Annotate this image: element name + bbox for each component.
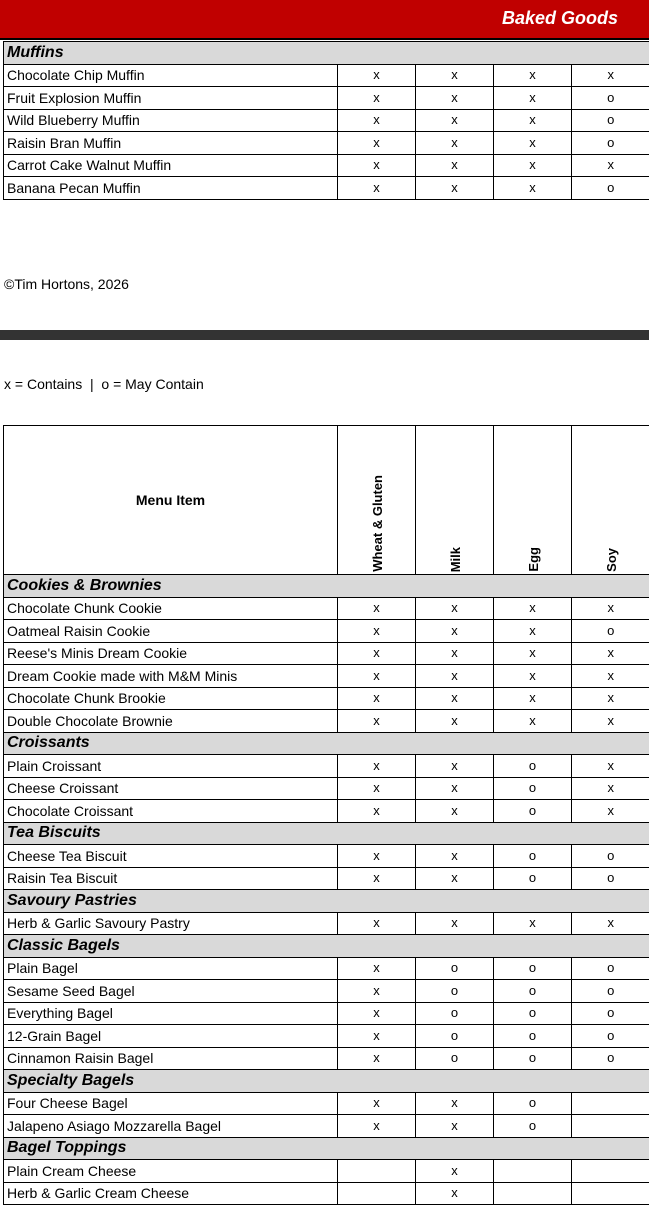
allergen-mark: o	[572, 980, 649, 1003]
allergen-mark: o	[494, 957, 572, 980]
allergen-mark: x	[572, 154, 649, 177]
menu-item-name: Reese's Minis Dream Cookie	[4, 642, 338, 665]
table-row	[4, 1182, 649, 1205]
allergen-mark: x	[338, 642, 416, 665]
allergen-mark: o	[572, 867, 649, 890]
table-row	[4, 777, 649, 800]
allergen-mark	[572, 1092, 649, 1115]
table-row	[4, 867, 649, 890]
allergen-mark	[572, 1160, 649, 1183]
table-row	[4, 109, 649, 132]
allergen-mark: o	[572, 177, 649, 200]
allergen-mark: x	[416, 1160, 494, 1183]
allergen-mark: x	[338, 845, 416, 868]
allergen-mark: x	[416, 777, 494, 800]
allergen-label: Egg	[524, 547, 544, 572]
table-row	[4, 177, 649, 200]
allergen-mark: x	[416, 665, 494, 688]
menu-item-name: Oatmeal Raisin Cookie	[4, 620, 338, 643]
allergen-mark: x	[572, 912, 649, 935]
allergen-mark: o	[494, 800, 572, 823]
menu-item-name: Four Cheese Bagel	[4, 1092, 338, 1115]
allergen-mark: o	[572, 109, 649, 132]
allergen-mark	[338, 1182, 416, 1205]
table-row	[4, 620, 649, 643]
table-row	[4, 1160, 649, 1183]
allergen-mark: x	[416, 177, 494, 200]
allergen-mark: x	[338, 597, 416, 620]
allergen-label: Soy	[602, 548, 622, 572]
table-row	[4, 1002, 649, 1025]
allergen-mark: x	[338, 1115, 416, 1138]
category-row	[4, 732, 649, 755]
section-divider	[0, 330, 649, 340]
allergen-mark: x	[494, 177, 572, 200]
category-row	[4, 935, 649, 958]
allergen-mark: x	[572, 687, 649, 710]
table-row	[4, 87, 649, 110]
allergen-mark: o	[572, 1025, 649, 1048]
allergen-label: Wheat & Gluten	[368, 475, 388, 572]
allergen-mark: o	[572, 1002, 649, 1025]
allergen-mark: x	[416, 710, 494, 733]
category-label: Specialty Bagels	[4, 1070, 649, 1093]
category-label: Croissants	[4, 732, 649, 755]
table-row	[4, 665, 649, 688]
category-row	[4, 575, 649, 598]
menu-item-name: Herb & Garlic Cream Cheese	[4, 1182, 338, 1205]
allergen-header-soy	[572, 426, 649, 575]
allergen-mark: x	[338, 800, 416, 823]
allergen-mark: x	[338, 980, 416, 1003]
table-row	[4, 800, 649, 823]
allergen-mark: o	[416, 980, 494, 1003]
table-row	[4, 912, 649, 935]
menu-item-name: Sesame Seed Bagel	[4, 980, 338, 1003]
allergen-mark: x	[572, 665, 649, 688]
menu-item-name: Chocolate Chunk Cookie	[4, 597, 338, 620]
allergen-mark: x	[338, 687, 416, 710]
allergen-mark: x	[416, 642, 494, 665]
menu-item-header: Menu Item	[4, 426, 338, 575]
category-label: Muffins	[4, 42, 649, 65]
menu-item-name: Dream Cookie made with M&M Minis	[4, 665, 338, 688]
table-row	[4, 642, 649, 665]
allergen-mark: x	[416, 64, 494, 87]
allergen-mark: x	[338, 1092, 416, 1115]
allergen-label: Milk	[446, 547, 466, 572]
menu-item-name: Cinnamon Raisin Bagel	[4, 1047, 338, 1070]
category-label: Bagel Toppings	[4, 1137, 649, 1160]
allergen-mark: x	[494, 132, 572, 155]
allergen-mark: o	[494, 777, 572, 800]
category-row	[4, 822, 649, 845]
table-row	[4, 132, 649, 155]
allergen-mark: x	[572, 64, 649, 87]
menu-item-name: Cheese Croissant	[4, 777, 338, 800]
menu-item-name: Everything Bagel	[4, 1002, 338, 1025]
allergen-mark: x	[416, 87, 494, 110]
menu-item-name: Carrot Cake Walnut Muffin	[4, 154, 338, 177]
allergen-mark: o	[494, 1115, 572, 1138]
allergen-mark: x	[572, 642, 649, 665]
allergen-mark: x	[338, 1025, 416, 1048]
allergen-mark: x	[338, 177, 416, 200]
allergen-mark: x	[416, 154, 494, 177]
menu-item-name: 12-Grain Bagel	[4, 1025, 338, 1048]
allergen-mark: x	[494, 154, 572, 177]
allergen-mark: o	[494, 1025, 572, 1048]
table-row	[4, 1092, 649, 1115]
allergen-mark: o	[572, 845, 649, 868]
table-row	[4, 154, 649, 177]
allergen-mark: x	[338, 665, 416, 688]
allergen-mark: o	[416, 957, 494, 980]
menu-item-name: Double Chocolate Brownie	[4, 710, 338, 733]
menu-item-name: Plain Bagel	[4, 957, 338, 980]
allergen-mark: x	[338, 777, 416, 800]
allergen-mark: o	[494, 867, 572, 890]
table-row	[4, 980, 649, 1003]
allergen-mark: x	[494, 620, 572, 643]
allergen-mark: x	[416, 1182, 494, 1205]
category-label: Classic Bagels	[4, 935, 649, 958]
allergen-mark: x	[338, 710, 416, 733]
allergen-mark: o	[494, 1047, 572, 1070]
allergen-mark: x	[338, 957, 416, 980]
allergen-mark: o	[572, 957, 649, 980]
allergen-mark: o	[416, 1002, 494, 1025]
allergen-mark: o	[572, 87, 649, 110]
allergen-mark: o	[572, 1047, 649, 1070]
allergen-mark: x	[494, 109, 572, 132]
main-allergen-table	[3, 425, 649, 1205]
allergen-mark: x	[494, 665, 572, 688]
category-label: Savoury Pastries	[4, 890, 649, 913]
menu-item-name: Banana Pecan Muffin	[4, 177, 338, 200]
allergen-mark: x	[338, 154, 416, 177]
allergen-mark: o	[494, 845, 572, 868]
page-title: Baked Goods	[502, 8, 618, 29]
allergen-mark: x	[338, 87, 416, 110]
allergen-mark: x	[494, 597, 572, 620]
allergen-mark: o	[416, 1025, 494, 1048]
allergen-mark: x	[494, 64, 572, 87]
allergen-mark: x	[416, 132, 494, 155]
allergen-mark: x	[572, 800, 649, 823]
allergen-mark: x	[494, 710, 572, 733]
allergen-mark: x	[416, 912, 494, 935]
table-row	[4, 957, 649, 980]
table-row	[4, 1025, 649, 1048]
allergen-mark: x	[416, 800, 494, 823]
table-header-row	[4, 426, 649, 575]
menu-item-name: Chocolate Croissant	[4, 800, 338, 823]
allergen-mark: x	[416, 597, 494, 620]
allergen-mark: x	[572, 777, 649, 800]
category-row	[4, 42, 649, 65]
allergen-mark: o	[572, 620, 649, 643]
table-row	[4, 597, 649, 620]
allergen-header-wheat	[338, 426, 416, 575]
allergen-mark: x	[572, 755, 649, 778]
allergen-mark: x	[494, 912, 572, 935]
allergen-mark: x	[416, 109, 494, 132]
allergen-mark	[494, 1182, 572, 1205]
top-allergen-table	[3, 41, 649, 200]
table-row	[4, 64, 649, 87]
allergen-mark: x	[416, 755, 494, 778]
allergen-mark: x	[494, 687, 572, 710]
table-row	[4, 1047, 649, 1070]
allergen-mark	[572, 1182, 649, 1205]
header-bar	[0, 0, 649, 40]
allergen-mark: x	[338, 109, 416, 132]
allergen-mark	[494, 1160, 572, 1183]
allergen-mark: x	[338, 64, 416, 87]
category-label: Cookies & Brownies	[4, 575, 649, 598]
allergen-mark: o	[494, 1092, 572, 1115]
allergen-mark: x	[416, 1092, 494, 1115]
category-row	[4, 890, 649, 913]
allergen-header-milk	[416, 426, 494, 575]
category-row	[4, 1070, 649, 1093]
menu-item-name: Plain Cream Cheese	[4, 1160, 338, 1183]
allergen-mark: x	[416, 867, 494, 890]
allergen-mark: x	[338, 867, 416, 890]
menu-item-name: Wild Blueberry Muffin	[4, 109, 338, 132]
category-row	[4, 1137, 649, 1160]
table-row	[4, 687, 649, 710]
menu-item-name: Chocolate Chunk Brookie	[4, 687, 338, 710]
copyright-text: ©Tim Hortons, 2026	[4, 276, 129, 292]
menu-item-name: Fruit Explosion Muffin	[4, 87, 338, 110]
allergen-mark: x	[416, 687, 494, 710]
allergen-mark: o	[494, 755, 572, 778]
category-label: Tea Biscuits	[4, 822, 649, 845]
menu-item-name: Raisin Tea Biscuit	[4, 867, 338, 890]
allergen-mark: x	[338, 132, 416, 155]
allergen-mark: x	[338, 755, 416, 778]
table-row	[4, 755, 649, 778]
allergen-mark: x	[572, 597, 649, 620]
allergen-mark: x	[338, 912, 416, 935]
allergen-mark: x	[338, 1047, 416, 1070]
allergen-mark: x	[338, 620, 416, 643]
allergen-header-egg	[494, 426, 572, 575]
allergen-mark: o	[572, 132, 649, 155]
allergen-mark	[338, 1160, 416, 1183]
menu-item-name: Plain Croissant	[4, 755, 338, 778]
table-row	[4, 845, 649, 868]
table-row	[4, 710, 649, 733]
allergen-mark: x	[494, 87, 572, 110]
menu-item-name: Herb & Garlic Savoury Pastry	[4, 912, 338, 935]
allergen-mark: o	[494, 1002, 572, 1025]
allergen-mark: x	[416, 1115, 494, 1138]
allergen-mark: x	[416, 845, 494, 868]
menu-item-name: Chocolate Chip Muffin	[4, 64, 338, 87]
table-row	[4, 1115, 649, 1138]
allergen-mark	[572, 1115, 649, 1138]
menu-item-name: Jalapeno Asiago Mozzarella Bagel	[4, 1115, 338, 1138]
allergen-mark: o	[416, 1047, 494, 1070]
allergen-mark: x	[572, 710, 649, 733]
menu-item-name: Cheese Tea Biscuit	[4, 845, 338, 868]
legend-text: x = Contains | o = May Contain	[4, 376, 204, 392]
menu-item-name: Raisin Bran Muffin	[4, 132, 338, 155]
allergen-mark: x	[338, 1002, 416, 1025]
allergen-mark: x	[416, 620, 494, 643]
allergen-mark: x	[494, 642, 572, 665]
allergen-mark: o	[494, 980, 572, 1003]
